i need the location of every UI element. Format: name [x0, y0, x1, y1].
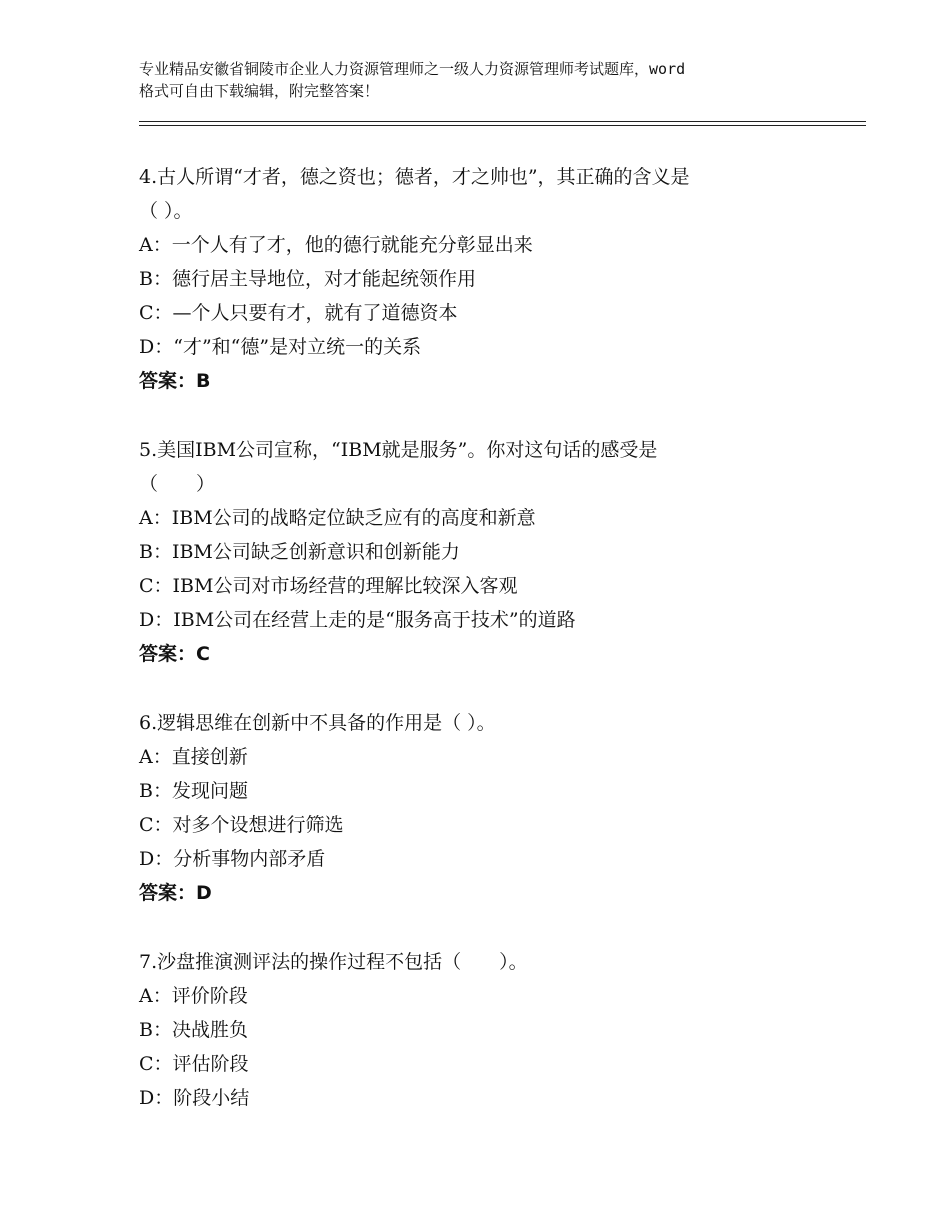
question-stem-continued: （ ）	[139, 473, 216, 495]
option-b: B：德行居主导地位，对才能起统领作用	[139, 268, 476, 290]
option-a: A：直接创新	[139, 746, 248, 768]
question-7	[139, 945, 829, 1115]
answer: 答案：B	[139, 370, 211, 392]
option-d: D：分析事物内部矛盾	[139, 848, 326, 870]
question-stem: 4.古人所谓“才者，德之资也；德者，才之帅也”，其正确的含义是	[139, 166, 690, 188]
option-b: B：IBM公司缺乏创新意识和创新能力	[139, 541, 460, 563]
option-d: D：IBM公司在经营上走的是“服务高于技术”的道路	[139, 609, 576, 631]
question-6	[139, 706, 829, 910]
answer: 答案：C	[139, 643, 210, 665]
header-line-1: 专业精品安徽省铜陵市企业人力资源管理师之一级人力资源管理师考试题库，word	[139, 60, 686, 78]
question-4	[139, 160, 829, 398]
header-line-2: 格式可自由下载编辑，附完整答案！	[139, 82, 380, 100]
option-b: B：决战胜负	[139, 1019, 248, 1041]
option-d: D：“才”和“德”是对立统一的关系	[139, 336, 422, 358]
option-c: C：—个人只要有才，就有了道德资本	[139, 302, 458, 324]
document-header	[139, 58, 839, 102]
option-c: C：对多个设想进行筛选	[139, 814, 344, 836]
option-b: B：发现问题	[139, 780, 248, 802]
option-c: C：评估阶段	[139, 1053, 249, 1075]
option-a: A：评价阶段	[139, 985, 248, 1007]
header-rule-top	[139, 121, 866, 122]
question-stem-continued: （ ）。	[139, 200, 193, 222]
question-stem: 5.美国IBM公司宣称，“IBM就是服务”。你对这句话的感受是	[139, 439, 658, 461]
header-rule-bottom	[139, 125, 866, 126]
option-a: A：IBM公司的战略定位缺乏应有的高度和新意	[139, 507, 536, 529]
option-c: C：IBM公司对市场经营的理解比较深入客观	[139, 575, 518, 597]
question-5	[139, 433, 829, 671]
answer: 答案：D	[139, 882, 212, 904]
question-stem: 7.沙盘推演测评法的操作过程不包括（ ）。	[139, 951, 528, 973]
option-a: A：一个人有了才，他的德行就能充分彰显出来	[139, 234, 533, 256]
option-d: D：阶段小结	[139, 1087, 250, 1109]
question-stem: 6.逻辑思维在创新中不具备的作用是（ ）。	[139, 712, 496, 734]
